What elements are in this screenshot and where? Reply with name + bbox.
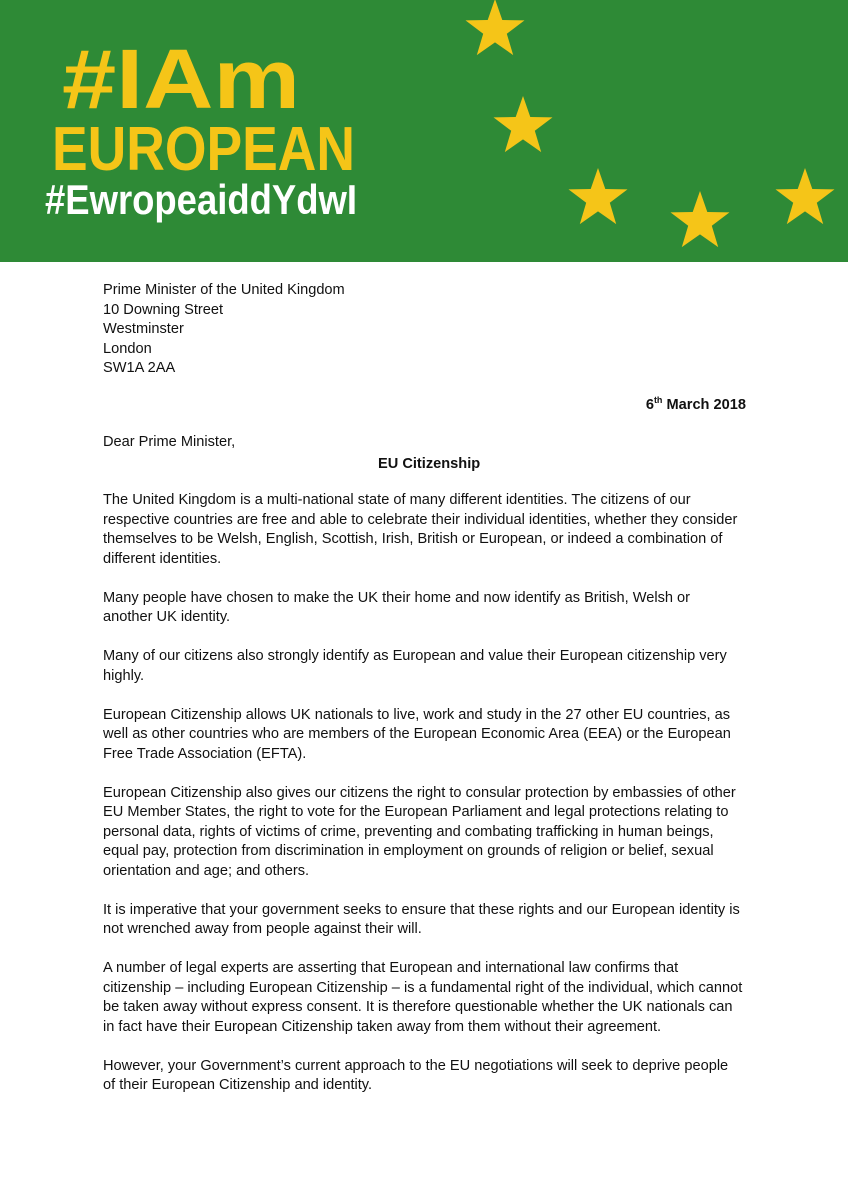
- date-day: 6: [645, 397, 654, 413]
- banner-graphic: [0, 0, 848, 262]
- body-paragraph: A number of legal experts are asserting that European and international law confirms that citizenship – including European Citizenship – is a fundamental right of the individual, which cannot be taken away without express consent. It is therefore questionable whether the UK nationals can in fact have their European Citizenship taken away from them without their agreement.: [103, 960, 743, 1035]
- body-paragraph: Many of our citizens also strongly identify as European and value their European citizenship very highly.: [103, 648, 727, 684]
- address-line: Westminster: [103, 321, 184, 337]
- logo-line-welsh: #EwropeaiddYdwI: [45, 176, 357, 223]
- star-icon: [466, 0, 525, 55]
- body-paragraph: However, your Government’s current approach to the EU negotiations will seek to deprive people of their European Citizenship and identity.: [103, 1057, 729, 1093]
- star-icon: [776, 168, 835, 224]
- logo-line-iam: #IAm: [62, 32, 300, 126]
- date-rest: March 2018: [662, 397, 746, 413]
- address-line: 10 Downing Street: [103, 301, 224, 318]
- address-line: London: [103, 340, 152, 357]
- star-icon: [494, 96, 553, 152]
- address-line: SW1A 2AA: [103, 360, 176, 376]
- star-icon: [671, 191, 730, 247]
- star-icon: [569, 168, 628, 224]
- address-line: Prime Minister of the United Kingdom: [103, 282, 345, 298]
- subject-heading: EU Citizenship: [378, 456, 481, 472]
- date-suffix: th: [653, 395, 663, 405]
- header-banner: [0, 0, 848, 262]
- recipient-address: [103, 281, 753, 379]
- body-paragraph: The United Kingdom is a multi-national state of many different identities. The citizens of our respective countries are free and able to celebrate their individual identities, whether they consider themselves to be Welsh, English, Scottish, Irish, British or European, or indeed a combination of different identities.: [103, 492, 738, 567]
- body-paragraph: European Citizenship allows UK nationals to live, work and study in the 27 other EU countries, as well as other countries who are members of the European Economic Area (EEA) or the European Free Trade Association (EFTA).: [103, 706, 731, 762]
- body-paragraph: European Citizenship also gives our citizens the right to consular protection by embassies of other EU Member States, the right to vote for the European Parliament and legal protections relating to personal data, rights of victims of crime, preventing and combating trafficking in human beings, equal pay, protection from discrimination in employment on grounds of religion or belief, sexual orientation and age; and others.: [103, 784, 736, 879]
- letter-body: [103, 491, 743, 1115]
- body-paragraph: It is imperative that your government seeks to ensure that these rights and our European identity is not wrenched away from people against their will.: [103, 901, 740, 937]
- letter-date: [540, 397, 746, 413]
- body-paragraph: Many people have chosen to make the UK their home and now identify as British, Welsh or another UK identity.: [103, 589, 691, 625]
- logo-line-european: European: [52, 115, 355, 184]
- salutation: Dear Prime Minister,: [103, 434, 236, 450]
